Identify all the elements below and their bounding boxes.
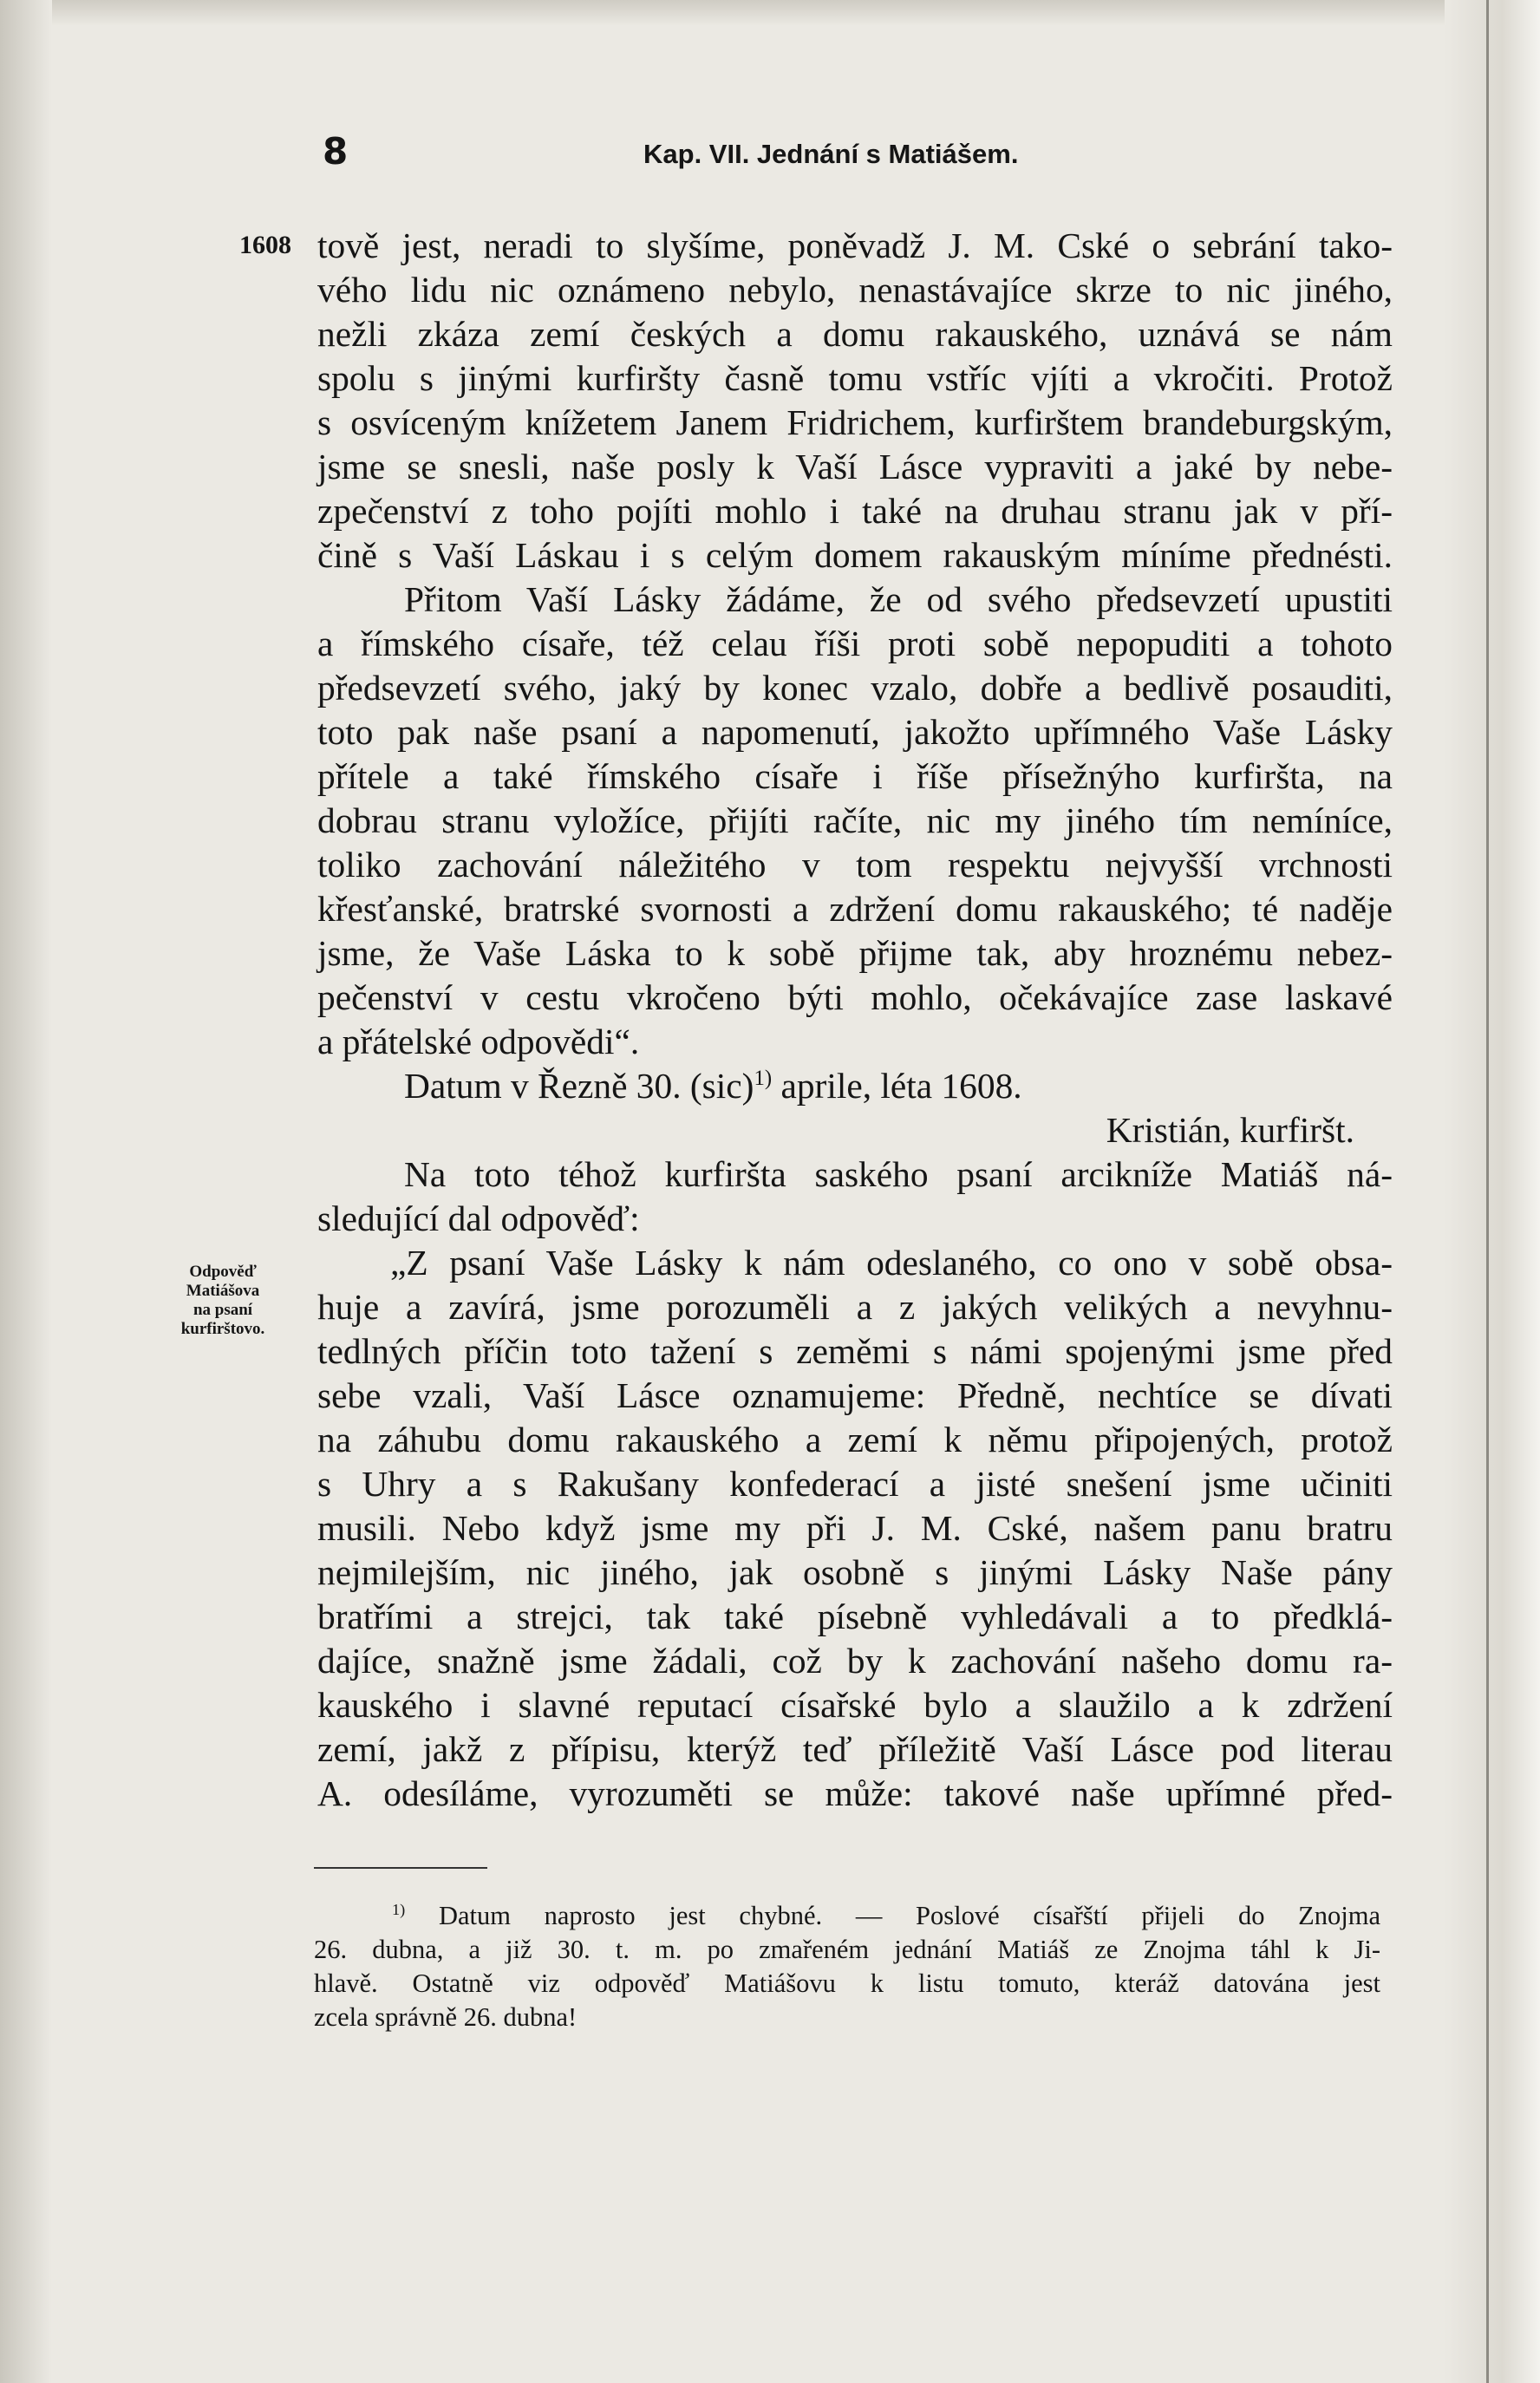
margin-note-line: kurfirštovo. (180, 1320, 265, 1338)
body-line: bratřími a strejci, tak také písebně vyhledávali a to předklá- (317, 1596, 1393, 1636)
margin-note (166, 1263, 279, 1339)
body-line: pečenství v cestu vkročeno býti mohlo, očekávajíce zase laskavé (317, 977, 1393, 1017)
footnote-text: Datum naprosto jest chybné. — Poslové císařští přijeli do Znojma (438, 1901, 1381, 1930)
footnote-line: zcela správně 26. dubna! (314, 2002, 578, 2032)
body-line: A. odesíláme, vyrozuměti se může: takové naše upřímné před- (317, 1773, 1393, 1813)
footnote-line (314, 1899, 1380, 1933)
page-top-shadow (0, 0, 1540, 26)
footnote-marker: 1) (392, 1900, 406, 1918)
body-line: dajíce, snažně jsme žádali, což by k zachování našeho domu ra- (317, 1641, 1393, 1681)
body-line: zemí, jakž z přípisu, kterýž teď příležitě Vaší Lásce pod literau (317, 1729, 1393, 1769)
body-line: křesťanské, bratrské svornosti a zdržení domu rakauského; té naděje (317, 889, 1393, 929)
margin-note-line: na psaní (192, 1301, 253, 1319)
body-line: sebe vzali, Vaší Lásce oznamujeme: Předně, nechtíce se dívati (317, 1375, 1393, 1415)
date-line (317, 1064, 1393, 1108)
date-text-rest: aprile, léta 1608. (772, 1066, 1022, 1106)
page-number: 8 (323, 130, 349, 173)
footnote-ref: 1) (754, 1067, 773, 1091)
body-line: „Z psaní Vaše Lásky k nám odeslaného, co ono v sobě obsa- (390, 1243, 1393, 1283)
body-line: s osvíceným knížetem Janem Fridrichem, kurfirštem brandeburgským, (317, 402, 1393, 442)
signature-line: Kristián, kurfiršt. (1106, 1110, 1354, 1150)
footnote-line: 26. dubna, a již 30. t. m. po zmařeném jednání Matiáš ze Znojma táhl k Ji- (314, 1935, 1380, 1964)
margin-note-line: Matiášova (186, 1282, 260, 1300)
footnote-line: hlavě. Ostatně viz odpověď Matiášovu k listu tomuto, kteráž datována jest (314, 1968, 1380, 1998)
body-line: musili. Nebo když jsme my při J. M. Cské, našem panu bratru (317, 1508, 1393, 1548)
body-line: spolu s jinými kurfiršty časně tomu vstříc vjíti a vkročiti. Protož (317, 358, 1393, 398)
footnotes (314, 1899, 1380, 2034)
body-line: předsevzetí svého, jaký by konec vzalo, dobře a bedlivě posauditi, (317, 668, 1393, 708)
body-line: čině s Vaší Láskau i s celým domem rakauským míníme přednésti. (317, 535, 1393, 575)
body-line: s Uhry a s Rakušany konfederací a jisté snešení jsme učiniti (317, 1464, 1393, 1504)
margin-year: 1608 (239, 231, 291, 259)
body-line: jsme se snesli, naše posly k Vaší Lásce vypraviti a jaké by nebe- (317, 447, 1393, 486)
body-line: dobrau stranu vyložíce, přijíti račíte, nic my jiného tím nemíníce, (317, 800, 1393, 840)
body-line: sledující dal odpověď: (317, 1198, 640, 1238)
body-line: jsme, že Vaše Láska to k sobě přijme tak, aby hroznému nebez- (317, 933, 1393, 973)
body-line: na záhubu domu rakauského a zemí k němu připojených, protož (317, 1420, 1393, 1459)
body-line: nežli zkáza zemí českých a domu rakauského, uznává se nám (317, 314, 1393, 354)
body-line: huje a zavírá, jsme porozuměli a z jakých velikých a nevyhnu- (317, 1287, 1393, 1327)
page-left-edge (0, 0, 52, 2383)
running-head: Kap. VII. Jednání s Matiášem. (643, 139, 1019, 169)
body-line: tově jest, neradi to slyšíme, poněvadž J. M. Cské o sebrání tako- (317, 225, 1393, 265)
body-line: zpečenství z toho pojíti mohlo i také na druhau stranu jak v pří- (317, 491, 1393, 531)
margin-note-line: Odpověď (189, 1263, 257, 1281)
body-line: tedlných příčin toto tažení s zeměmi s námi spojenými jsme před (317, 1331, 1393, 1371)
page-right-edge (1445, 0, 1540, 2383)
date-text: Datum v Řezně 30. (sic) (404, 1066, 754, 1106)
body-line: přítele a také římského císaře i říše přísežnýho kurfiršta, na (317, 756, 1393, 796)
body-text (317, 224, 1393, 1816)
body-line: vého lidu nic oznámeno nebylo, nenastávajíce skrze to nic jiného, (317, 270, 1393, 310)
body-line: kauského i slavné reputací císařské bylo a slaužilo a k zdržení (317, 1685, 1393, 1725)
body-line: Přitom Vaší Lásky žádáme, že od svého předsevzetí upustiti (404, 579, 1393, 619)
page-header (0, 130, 1540, 182)
body-line: toto pak naše psaní a napomenutí, jakožto upřímného Vaše Lásky (317, 712, 1393, 752)
body-line: Na toto téhož kurfiršta saského psaní arcikníže Matiáš ná- (404, 1154, 1393, 1194)
body-line: toliko zachování náležitého v tom respektu nejvyšší vrchnosti (317, 845, 1393, 885)
body-line: nejmilejším, nic jiného, jak osobně s jinými Lásky Naše pány (317, 1552, 1393, 1592)
body-line: a římského císaře, též celau říši proti sobě nepopuditi a tohoto (317, 623, 1393, 663)
body-line: a přátelské odpovědi“. (317, 1022, 640, 1061)
footnote-rule (314, 1867, 487, 1869)
